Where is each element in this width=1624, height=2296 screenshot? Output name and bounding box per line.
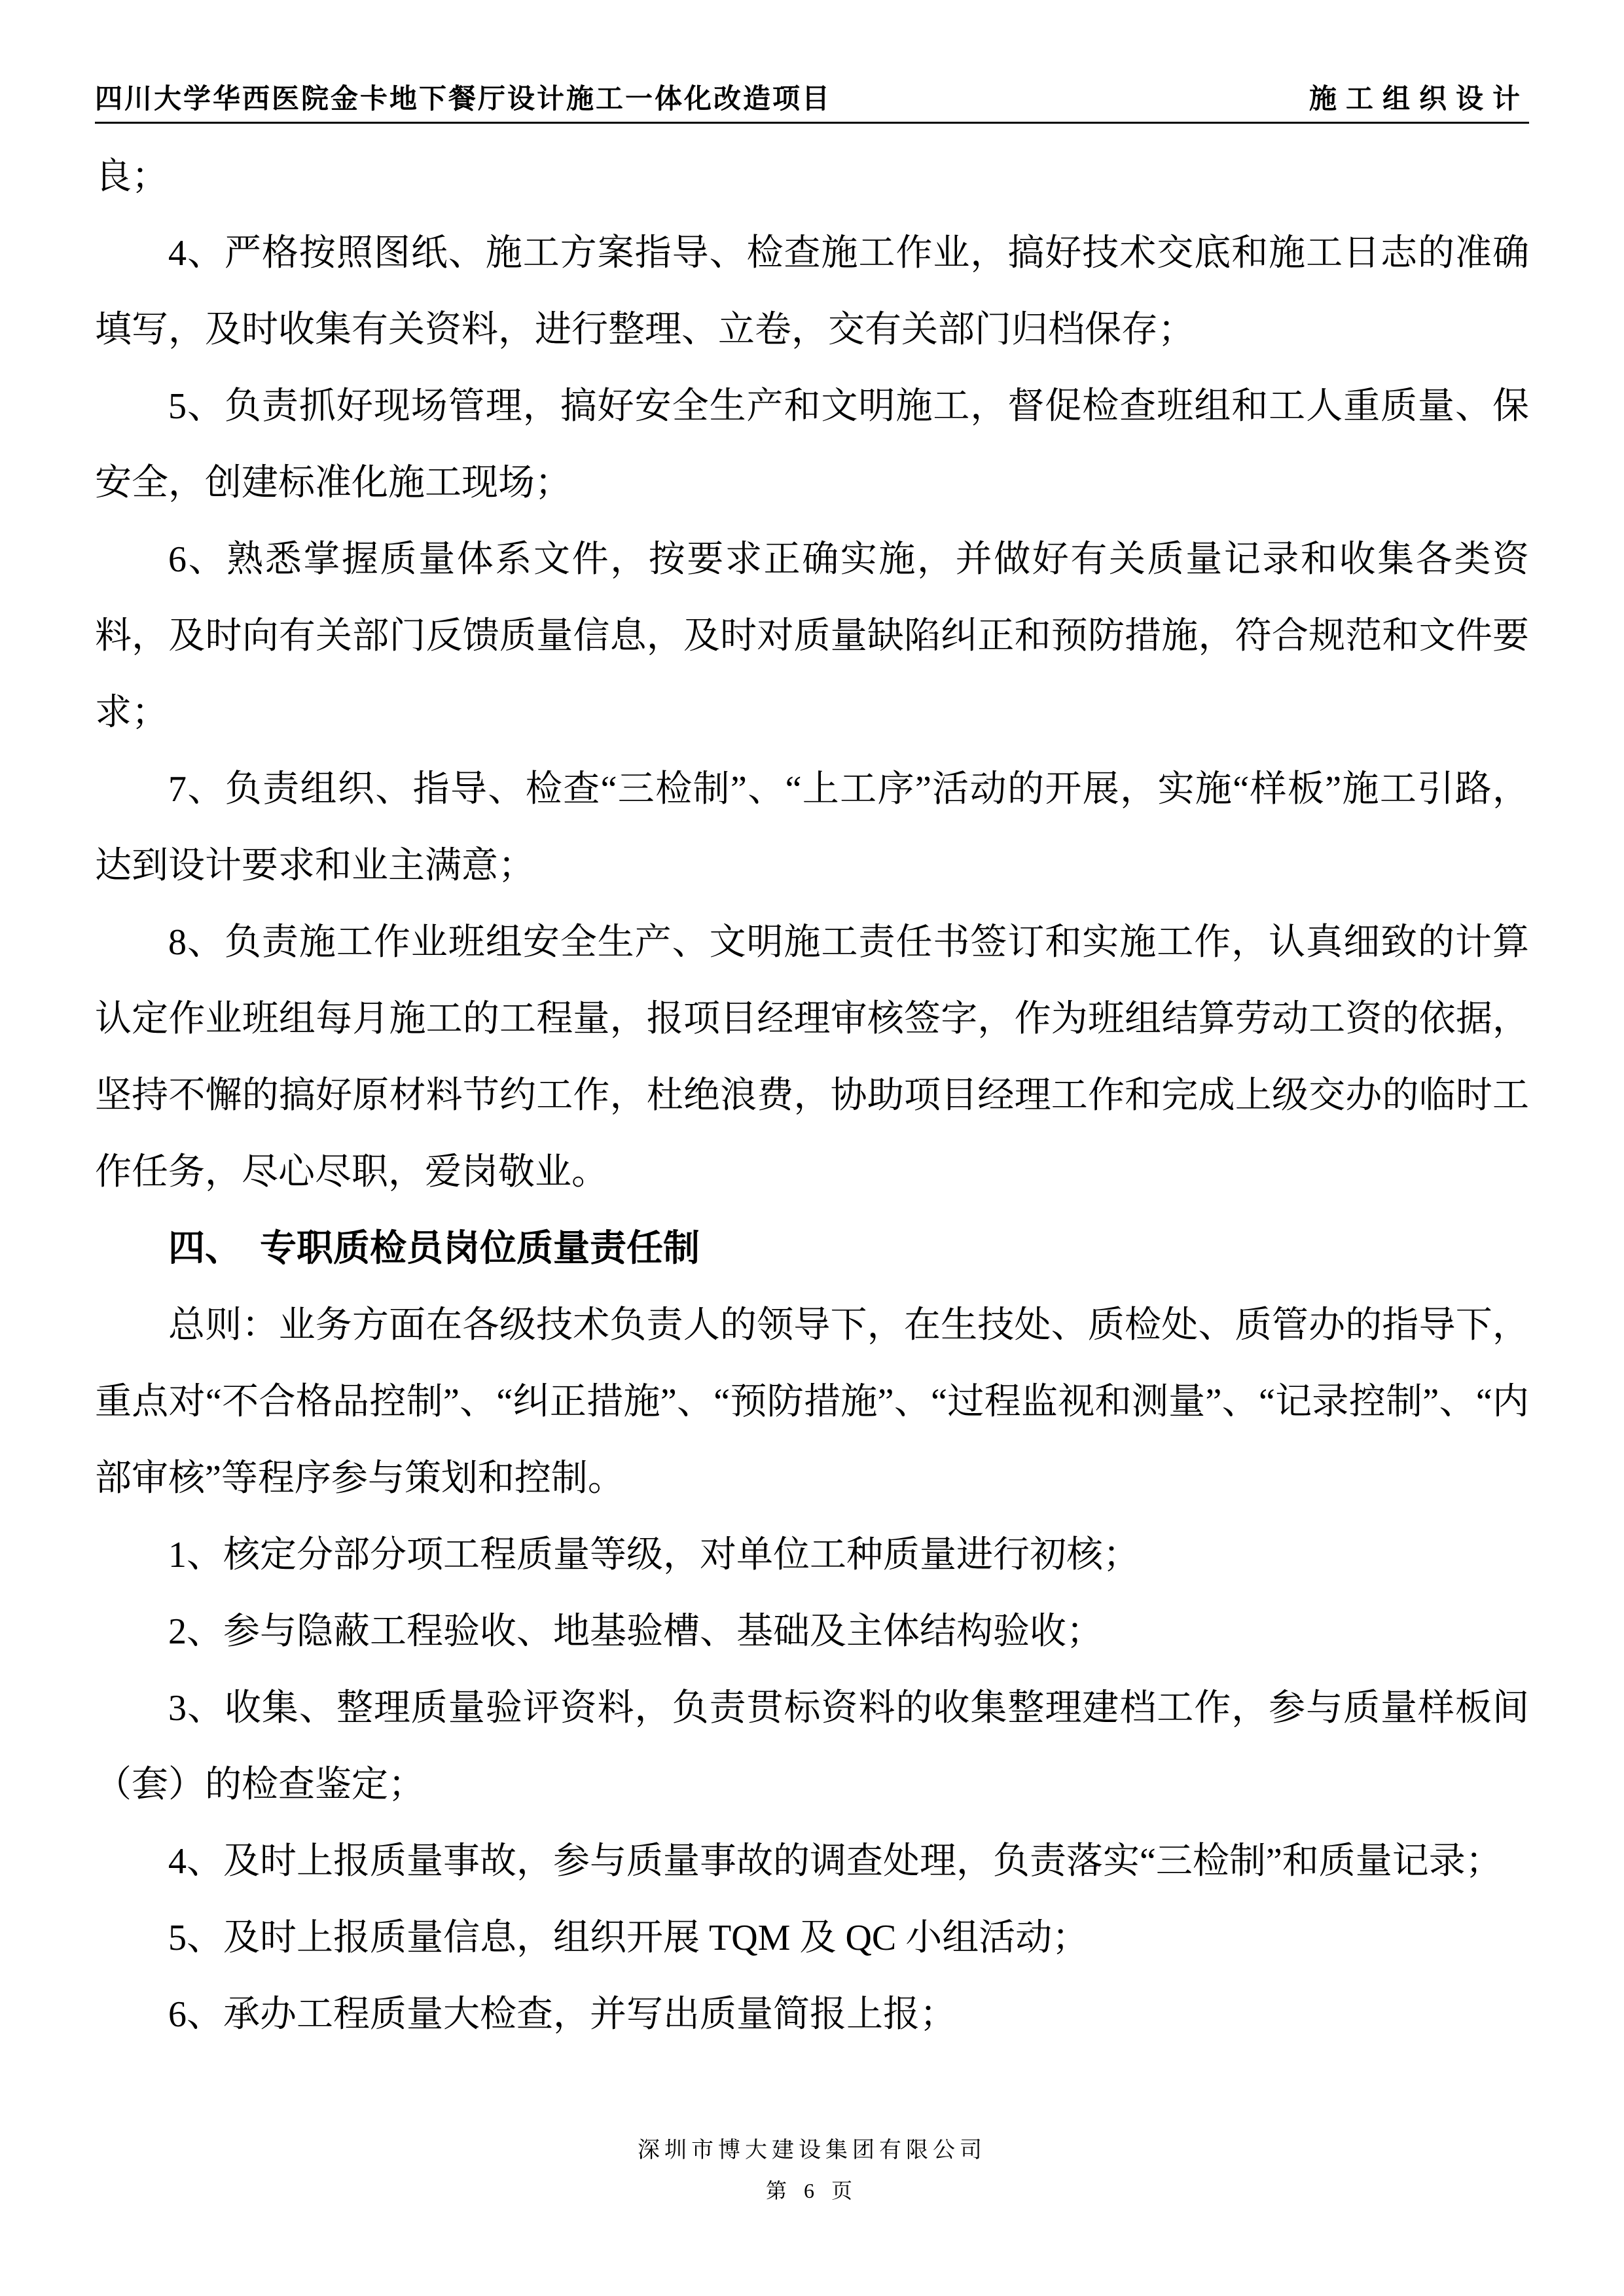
paragraph: 3、收集、整理质量验评资料，负责贯标资料的收集整理建档工作，参与质量样板间（套）的检查鉴定； <box>95 1688 1529 1805</box>
paragraph: 4、及时上报质量事故，参与质量事故的调查处理，负责落实“三检制”和质量记录； <box>168 1841 1502 1882</box>
page-footer <box>0 2132 1624 2204</box>
paragraph: 1、核定分部分项工程质量等级，对单位工种质量进行初核； <box>168 1535 1140 1575</box>
paragraph: 总则：业务方面在各级技术负责人的领导下，在生技处、质检处、质管办的指导下，重点对“不合格品控制”、“纠正措施”、“预防措施”、“过程监视和测量”、“记录控制”、“内部审核”等程序参与策划和控制。 <box>95 1305 1529 1499</box>
section-heading: 四、 专职质检员岗位质量责任制 <box>168 1229 700 1269</box>
paragraph: 2、参与隐蔽工程验收、地基验槽、基础及主体结构验收； <box>168 1611 1103 1652</box>
paragraph: 5、负责抓好现场管理，搞好安全生产和文明施工，督促检查班组和工人重质量、保安全，创建标准化施工现场； <box>95 386 1529 503</box>
paragraph: 6、熟悉掌握质量体系文件，按要求正确实施，并做好有关质量记录和收集各类资料，及时向有关部门反馈质量信息，及时对质量缺陷纠正和预防措施，符合规范和文件要求； <box>95 539 1529 733</box>
page-header <box>95 77 1529 127</box>
paragraph: 7、负责组织、指导、检查“三检制”、“上工序”活动的开展，实施“样板”施工引路，达到设计要求和业主满意； <box>95 769 1529 886</box>
footer-page-number: 第 6 页 <box>765 2179 858 2202</box>
paragraph: 4、严格按照图纸、施工方案指导、检查施工作业，搞好技术交底和施工日志的准确填写，及时收集有关资料，进行整理、立卷，交有关部门归档保存； <box>95 233 1529 350</box>
paragraph: 良； <box>95 156 168 197</box>
header-doc-title: 施工组织设计 <box>1308 84 1529 115</box>
paragraph: 5、及时上报质量信息，组织开展 TQM 及 QC 小组活动； <box>168 1918 1089 1958</box>
paragraph: 6、承办工程质量大检查，并写出质量简报上报； <box>168 1994 956 2035</box>
header-project-title: 四川大学华西医院金卡地下餐厅设计施工一体化改造项目 <box>95 84 832 115</box>
header-rule <box>95 122 1529 124</box>
paragraph: 8、负责施工作业班组安全生产、文明施工责任书签订和实施工作，认真细致的计算认定作业班组每月施工的工程量，报项目经理审核签字，作为班组结算劳动工资的依据，坚持不懈的搞好原材料节约工作，杜绝浪费，协助项目经理工作和完成上级交办的临时工作任务，尽心尽职，爱岗敬业。 <box>95 922 1529 1193</box>
document-body <box>95 139 1529 2053</box>
footer-company-name: 深圳市博大建设集团有限公司 <box>638 2138 986 2162</box>
